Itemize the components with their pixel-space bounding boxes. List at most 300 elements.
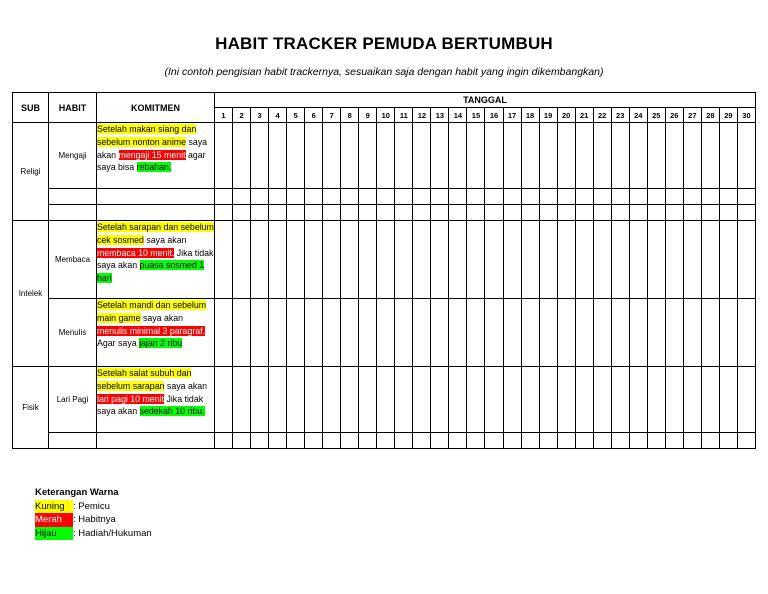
tracker-cell[interactable] — [359, 221, 377, 299]
komitmen-text[interactable] — [97, 189, 215, 205]
legend-swatch: Merah — [35, 513, 73, 527]
day-header: 22 — [593, 108, 611, 123]
habit-highlight: lari pagi 10 menit — [97, 393, 164, 404]
tracker-cell[interactable] — [611, 205, 629, 221]
day-header: 11 — [395, 108, 413, 123]
tracker-cell[interactable] — [683, 433, 701, 449]
tracker-cell[interactable] — [431, 221, 449, 299]
day-header: 25 — [647, 108, 665, 123]
tracker-cell[interactable] — [737, 367, 755, 433]
komitmen-fragment: Jika tidak saya akan — [97, 247, 214, 271]
tracker-cell[interactable] — [629, 367, 647, 433]
tracker-cell[interactable] — [719, 189, 737, 205]
tracker-cell[interactable] — [377, 367, 395, 433]
day-header: 2 — [233, 108, 251, 123]
tracker-cell[interactable] — [575, 189, 593, 205]
habit-name[interactable] — [49, 189, 97, 205]
day-header: 23 — [611, 108, 629, 123]
tracker-cell[interactable] — [647, 367, 665, 433]
legend-swatch: Hijau — [35, 527, 73, 541]
komitmen-fragment: saya akan — [140, 312, 184, 323]
day-header: 9 — [359, 108, 377, 123]
tracker-cell[interactable] — [701, 299, 719, 367]
tracker-cell[interactable] — [737, 433, 755, 449]
day-header: 7 — [323, 108, 341, 123]
tracker-cell[interactable] — [323, 205, 341, 221]
tracker-cell[interactable] — [395, 433, 413, 449]
tracker-cell[interactable] — [539, 189, 557, 205]
komitmen-fragment: Agar saya — [97, 338, 140, 349]
tracker-cell[interactable] — [467, 123, 485, 189]
sub-category: Religi — [13, 123, 49, 221]
reward-highlight: rebahan. — [136, 162, 172, 173]
page-title: HABIT TRACKER PEMUDA BERTUMBUH — [215, 34, 553, 53]
tracker-cell[interactable] — [503, 367, 521, 433]
tracker-cell[interactable] — [719, 367, 737, 433]
legend-title: Keterangan Warna — [35, 487, 119, 498]
sub-category: Fisik — [13, 367, 49, 449]
tracker-cell[interactable] — [431, 189, 449, 205]
tracker-cell[interactable] — [593, 221, 611, 299]
tracker-cell[interactable] — [305, 221, 323, 299]
komitmen-text — [97, 123, 215, 189]
tracker-cell[interactable] — [323, 123, 341, 189]
komitmen-fragment: Jika tidak saya akan — [97, 393, 204, 417]
tracker-cell[interactable] — [539, 221, 557, 299]
tracker-cell[interactable] — [593, 189, 611, 205]
tracker-cell[interactable] — [611, 189, 629, 205]
tracker-cell[interactable] — [485, 189, 503, 205]
tracker-cell[interactable] — [611, 123, 629, 189]
habit-tracker-table — [12, 92, 756, 449]
tracker-cell[interactable] — [539, 367, 557, 433]
tracker-cell[interactable] — [359, 123, 377, 189]
tracker-cell[interactable] — [557, 205, 575, 221]
tracker-cell[interactable] — [683, 299, 701, 367]
tracker-cell[interactable] — [467, 433, 485, 449]
tracker-cell[interactable] — [503, 205, 521, 221]
tracker-cell[interactable] — [377, 221, 395, 299]
tracker-cell[interactable] — [269, 189, 287, 205]
tracker-cell[interactable] — [665, 433, 683, 449]
komitmen-fragment: agar saya bisa — [97, 149, 206, 173]
tracker-cell[interactable] — [647, 433, 665, 449]
tracker-cell[interactable] — [539, 433, 557, 449]
tracker-cell[interactable] — [341, 433, 359, 449]
tracker-cell[interactable] — [413, 299, 431, 367]
tracker-cell[interactable] — [539, 123, 557, 189]
tracker-cell[interactable] — [413, 221, 431, 299]
tracker-cell[interactable] — [377, 189, 395, 205]
day-header: 19 — [539, 108, 557, 123]
tracker-cell[interactable] — [305, 189, 323, 205]
tracker-cell[interactable] — [413, 367, 431, 433]
tracker-cell[interactable] — [269, 205, 287, 221]
tracker-cell[interactable] — [683, 205, 701, 221]
tracker-cell[interactable] — [269, 433, 287, 449]
tracker-cell[interactable] — [737, 221, 755, 299]
tracker-cell[interactable] — [467, 205, 485, 221]
tracker-cell[interactable] — [701, 205, 719, 221]
tracker-cell[interactable] — [665, 221, 683, 299]
reward-highlight: sedekah 10 ribu. — [139, 406, 205, 417]
table-row — [13, 189, 756, 205]
tracker-cell[interactable] — [323, 221, 341, 299]
tracker-cell[interactable] — [269, 221, 287, 299]
tracker-cell[interactable] — [521, 221, 539, 299]
day-header: 10 — [377, 108, 395, 123]
tracker-cell[interactable] — [665, 205, 683, 221]
tracker-cell[interactable] — [485, 221, 503, 299]
tracker-cell[interactable] — [647, 221, 665, 299]
tracker-cell[interactable] — [251, 123, 269, 189]
tracker-cell[interactable] — [701, 433, 719, 449]
day-header: 28 — [701, 108, 719, 123]
day-header: 5 — [287, 108, 305, 123]
habit-name: Lari Pagi — [49, 367, 97, 433]
tracker-cell[interactable] — [305, 433, 323, 449]
color-legend — [35, 486, 152, 540]
tracker-cell[interactable] — [719, 433, 737, 449]
tracker-cell[interactable] — [305, 299, 323, 367]
tracker-cell[interactable] — [251, 189, 269, 205]
day-header: 29 — [719, 108, 737, 123]
tracker-cell[interactable] — [305, 123, 323, 189]
legend-text: : Hadiah/Hukuman — [73, 527, 152, 539]
table-row — [13, 433, 756, 449]
komitmen-fragment: saya akan — [97, 136, 208, 160]
tracker-cell[interactable] — [737, 205, 755, 221]
tracker-cell[interactable] — [449, 299, 467, 367]
legend-text: : Pemicu — [73, 500, 110, 512]
tracker-cell[interactable] — [323, 367, 341, 433]
tracker-cell[interactable] — [215, 433, 233, 449]
tracker-cell[interactable] — [521, 123, 539, 189]
tracker-cell[interactable] — [269, 367, 287, 433]
trigger-highlight: Setelah makan siang dan sebelum nonton anime — [97, 124, 197, 147]
tracker-cell[interactable] — [269, 123, 287, 189]
tracker-cell[interactable] — [701, 367, 719, 433]
tracker-cell[interactable] — [287, 205, 305, 221]
tracker-cell[interactable] — [233, 123, 251, 189]
tracker-cell[interactable] — [737, 189, 755, 205]
tracker-cell[interactable] — [539, 205, 557, 221]
tracker-cell[interactable] — [485, 205, 503, 221]
tracker-cell[interactable] — [467, 189, 485, 205]
legend-item — [35, 527, 152, 541]
tracker-cell[interactable] — [683, 123, 701, 189]
day-header: 16 — [485, 108, 503, 123]
tracker-cell[interactable] — [413, 205, 431, 221]
tracker-cell[interactable] — [323, 433, 341, 449]
tracker-cell[interactable] — [323, 189, 341, 205]
tracker-cell[interactable] — [629, 123, 647, 189]
tracker-cell[interactable] — [215, 123, 233, 189]
table-row — [13, 221, 756, 299]
tracker-cell[interactable] — [359, 205, 377, 221]
habit-name[interactable] — [49, 433, 97, 449]
tracker-cell[interactable] — [431, 367, 449, 433]
tracker-cell[interactable] — [287, 299, 305, 367]
day-header: 30 — [737, 108, 755, 123]
tracker-cell[interactable] — [665, 367, 683, 433]
tracker-cell[interactable] — [575, 367, 593, 433]
day-header: 14 — [449, 108, 467, 123]
tracker-cell[interactable] — [233, 205, 251, 221]
tracker-cell[interactable] — [485, 367, 503, 433]
table-row — [13, 205, 756, 221]
tracker-cell[interactable] — [503, 189, 521, 205]
tracker-cell[interactable] — [629, 189, 647, 205]
tracker-cell[interactable] — [701, 189, 719, 205]
tracker-cell[interactable] — [521, 299, 539, 367]
header-komitmen: KOMITMEN — [97, 93, 215, 123]
tracker-cell[interactable] — [395, 123, 413, 189]
tracker-cell[interactable] — [341, 205, 359, 221]
tracker-cell[interactable] — [251, 367, 269, 433]
tracker-cell[interactable] — [665, 123, 683, 189]
tracker-cell[interactable] — [593, 367, 611, 433]
tracker-cell[interactable] — [683, 221, 701, 299]
reward-highlight: puasa sosmed 1 hari — [97, 260, 205, 284]
tracker-cell[interactable] — [701, 123, 719, 189]
tracker-cell[interactable] — [341, 299, 359, 367]
tracker-cell[interactable] — [611, 299, 629, 367]
tracker-cell[interactable] — [647, 123, 665, 189]
tracker-cell[interactable] — [521, 205, 539, 221]
habit-highlight: membaca 10 menit. — [97, 247, 175, 258]
tracker-cell[interactable] — [233, 367, 251, 433]
tracker-cell[interactable] — [557, 299, 575, 367]
day-header: 4 — [269, 108, 287, 123]
tracker-cell[interactable] — [665, 189, 683, 205]
table-row — [13, 123, 756, 189]
header-habit: HABIT — [49, 93, 97, 123]
tracker-cell[interactable] — [215, 299, 233, 367]
table-row — [13, 299, 756, 367]
tracker-cell[interactable] — [629, 299, 647, 367]
day-header: 12 — [413, 108, 431, 123]
tracker-cell[interactable] — [611, 433, 629, 449]
tracker-cell[interactable] — [521, 189, 539, 205]
tracker-cell[interactable] — [377, 205, 395, 221]
tracker-cell[interactable] — [413, 189, 431, 205]
tracker-cell[interactable] — [503, 221, 521, 299]
tracker-cell[interactable] — [503, 433, 521, 449]
tracker-cell[interactable] — [251, 221, 269, 299]
tracker-cell[interactable] — [467, 221, 485, 299]
tracker-cell[interactable] — [377, 123, 395, 189]
tracker-cell[interactable] — [431, 433, 449, 449]
tracker-cell[interactable] — [359, 433, 377, 449]
day-header: 8 — [341, 108, 359, 123]
tracker-cell[interactable] — [251, 205, 269, 221]
day-header: 3 — [251, 108, 269, 123]
tracker-cell[interactable] — [719, 299, 737, 367]
tracker-cell[interactable] — [395, 189, 413, 205]
tracker-cell[interactable] — [341, 221, 359, 299]
tracker-cell[interactable] — [647, 189, 665, 205]
tracker-cell[interactable] — [287, 221, 305, 299]
tracker-cell[interactable] — [485, 123, 503, 189]
trigger-highlight: Setelah sarapan dan sebelum cek sosmed — [97, 222, 214, 245]
tracker-cell[interactable] — [395, 205, 413, 221]
tracker-cell[interactable] — [737, 299, 755, 367]
tracker-cell[interactable] — [359, 367, 377, 433]
habit-name[interactable] — [49, 205, 97, 221]
tracker-cell[interactable] — [593, 299, 611, 367]
tracker-cell[interactable] — [287, 367, 305, 433]
day-header: 21 — [575, 108, 593, 123]
day-header: 26 — [665, 108, 683, 123]
tracker-cell[interactable] — [503, 299, 521, 367]
tracker-cell[interactable] — [287, 123, 305, 189]
tracker-cell[interactable] — [665, 299, 683, 367]
tracker-cell[interactable] — [485, 299, 503, 367]
tracker-cell[interactable] — [629, 221, 647, 299]
tracker-cell[interactable] — [287, 433, 305, 449]
legend-swatch: Kuning — [35, 500, 73, 514]
habit-name: Menulis — [49, 299, 97, 367]
tracker-cell[interactable] — [395, 367, 413, 433]
habit-name: Membaca — [49, 221, 97, 299]
day-header: 20 — [557, 108, 575, 123]
tracker-cell[interactable] — [575, 205, 593, 221]
day-header: 18 — [521, 108, 539, 123]
tracker-cell[interactable] — [629, 433, 647, 449]
tracker-cell[interactable] — [215, 221, 233, 299]
komitmen-fragment: saya akan — [143, 234, 187, 245]
tracker-cell[interactable] — [215, 205, 233, 221]
reward-highlight: jajan 2 ribu — [139, 338, 183, 349]
tracker-cell[interactable] — [431, 299, 449, 367]
tracker-cell[interactable] — [647, 205, 665, 221]
tracker-cell[interactable] — [647, 299, 665, 367]
tracker-cell[interactable] — [557, 367, 575, 433]
tracker-cell[interactable] — [359, 189, 377, 205]
tracker-cell[interactable] — [593, 433, 611, 449]
tracker-cell[interactable] — [719, 205, 737, 221]
tracker-cell[interactable] — [575, 123, 593, 189]
legend-item — [35, 500, 152, 514]
header-tanggal: TANGGAL — [215, 93, 756, 108]
habit-highlight: mengaji 15 menit — [118, 149, 186, 160]
tracker-cell[interactable] — [251, 433, 269, 449]
day-header: 6 — [305, 108, 323, 123]
tracker-cell[interactable] — [719, 221, 737, 299]
tracker-cell[interactable] — [377, 433, 395, 449]
habit-name: Mengaji — [49, 123, 97, 189]
tracker-cell[interactable] — [629, 205, 647, 221]
tracker-cell[interactable] — [575, 299, 593, 367]
tracker-cell[interactable] — [575, 221, 593, 299]
tracker-cell[interactable] — [449, 367, 467, 433]
day-header: 24 — [629, 108, 647, 123]
tracker-cell[interactable] — [683, 367, 701, 433]
header-sub: SUB — [13, 93, 49, 123]
tracker-cell[interactable] — [539, 299, 557, 367]
tracker-cell[interactable] — [521, 367, 539, 433]
komitmen-fragment: saya akan — [164, 380, 208, 391]
tracker-cell[interactable] — [575, 433, 593, 449]
tracker-cell[interactable] — [557, 433, 575, 449]
komitmen-text — [97, 299, 215, 367]
tracker-cell[interactable] — [449, 221, 467, 299]
tracker-cell[interactable] — [611, 221, 629, 299]
tracker-cell[interactable] — [323, 299, 341, 367]
habit-highlight: menulis minimal 3 paragraf. — [97, 325, 206, 336]
tracker-cell[interactable] — [377, 299, 395, 367]
tracker-cell[interactable] — [701, 221, 719, 299]
tracker-cell[interactable] — [449, 123, 467, 189]
tracker-cell[interactable] — [485, 433, 503, 449]
tracker-cell[interactable] — [431, 123, 449, 189]
tracker-cell[interactable] — [287, 189, 305, 205]
tracker-cell[interactable] — [395, 221, 413, 299]
tracker-cell[interactable] — [269, 299, 287, 367]
tracker-cell[interactable] — [413, 433, 431, 449]
komitmen-text — [97, 367, 215, 433]
tracker-cell[interactable] — [431, 205, 449, 221]
tracker-cell[interactable] — [395, 299, 413, 367]
tracker-cell[interactable] — [233, 433, 251, 449]
tracker-cell[interactable] — [467, 299, 485, 367]
day-header: 15 — [467, 108, 485, 123]
trigger-highlight: Setelah salat subuh dan sebelum sarapan — [97, 368, 192, 391]
page-subtitle: (Ini contoh pengisian habit trackernya, sesuaikan saja dengan habit yang ingin dikembangkan) — [164, 66, 604, 78]
tracker-cell[interactable] — [305, 205, 323, 221]
day-header: 27 — [683, 108, 701, 123]
tracker-cell[interactable] — [503, 123, 521, 189]
tracker-cell[interactable] — [341, 189, 359, 205]
day-header: 17 — [503, 108, 521, 123]
day-header: 13 — [431, 108, 449, 123]
tracker-cell[interactable] — [449, 433, 467, 449]
table-row — [13, 367, 756, 433]
komitmen-text[interactable] — [97, 205, 215, 221]
komitmen-text — [97, 221, 215, 299]
day-header: 1 — [215, 108, 233, 123]
tracker-cell[interactable] — [215, 189, 233, 205]
tracker-cell[interactable] — [737, 123, 755, 189]
tracker-cell[interactable] — [233, 189, 251, 205]
tracker-cell[interactable] — [359, 299, 377, 367]
tracker-cell[interactable] — [521, 433, 539, 449]
legend-text: : Habitnya — [73, 514, 116, 525]
komitmen-text[interactable] — [97, 433, 215, 449]
trigger-highlight: Setelah mandi dan sebelum main game — [97, 300, 207, 323]
tracker-cell[interactable] — [593, 205, 611, 221]
tracker-cell[interactable] — [557, 189, 575, 205]
tracker-cell[interactable] — [593, 123, 611, 189]
tracker-cell[interactable] — [557, 221, 575, 299]
tracker-cell[interactable] — [449, 189, 467, 205]
tracker-cell[interactable] — [341, 123, 359, 189]
tracker-cell[interactable] — [233, 221, 251, 299]
tracker-cell[interactable] — [683, 189, 701, 205]
tracker-cell[interactable] — [467, 367, 485, 433]
tracker-cell[interactable] — [719, 123, 737, 189]
tracker-cell[interactable] — [413, 123, 431, 189]
tracker-cell[interactable] — [341, 367, 359, 433]
tracker-cell[interactable] — [233, 299, 251, 367]
tracker-cell[interactable] — [251, 299, 269, 367]
tracker-cell[interactable] — [557, 123, 575, 189]
tracker-cell[interactable] — [305, 367, 323, 433]
tracker-cell[interactable] — [215, 367, 233, 433]
tracker-cell[interactable] — [611, 367, 629, 433]
tracker-cell[interactable] — [449, 205, 467, 221]
